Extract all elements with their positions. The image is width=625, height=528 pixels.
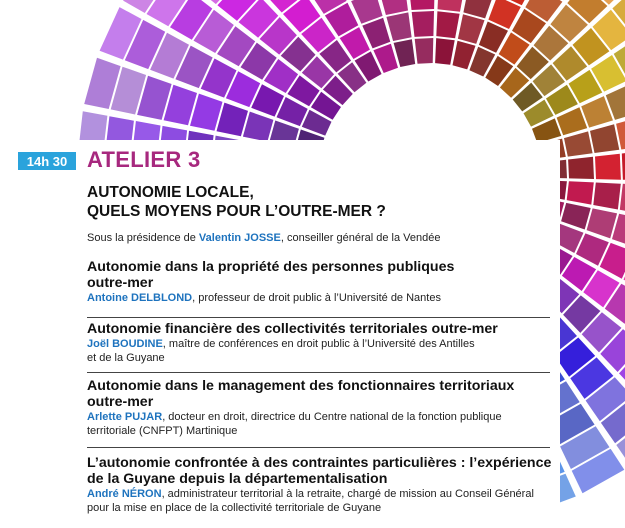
talk-speaker-line <box>87 411 557 424</box>
sunburst-tile <box>561 203 591 230</box>
sunburst-tile <box>412 11 434 37</box>
sunburst-tile <box>415 38 434 64</box>
session-title-line: QUELS MOYENS POUR L’OUTRE-MER ? <box>87 203 386 220</box>
sunburst-tile <box>564 131 593 156</box>
session-title <box>87 183 386 221</box>
talk-title <box>87 321 557 337</box>
talk-title <box>87 455 567 487</box>
sunburst-tile <box>243 112 274 142</box>
sunburst-tile <box>394 39 416 67</box>
time-badge: 14h 30 <box>18 152 76 170</box>
speaker-role: , maître de conférences en droit public à l’Université des Antilles <box>162 338 475 350</box>
sunburst-tile <box>438 0 465 12</box>
sunburst-tile <box>435 38 455 65</box>
talk-speaker-line <box>87 338 557 351</box>
talk-title-line: outre-mer <box>87 275 154 291</box>
talk-title-line: outre-mer <box>87 394 154 410</box>
sunburst-tile <box>620 184 625 215</box>
sunburst-tile <box>436 11 459 38</box>
talk-item <box>87 378 557 438</box>
sunburst-tile <box>409 0 435 10</box>
speaker-role: , professeur de droit public à l’Université de Nantes <box>192 292 441 304</box>
sunburst-tile <box>379 0 408 15</box>
session-title-line: AUTONOMIE LOCALE, <box>87 184 254 201</box>
speaker-name: Antoine DELBLOND <box>87 292 193 304</box>
speaker-name: Joël BOUDINE <box>87 338 163 350</box>
speaker-role-continued: territoriale (CNFPT) Martinique <box>87 425 238 437</box>
sunburst-tile <box>595 154 621 180</box>
speaker-name: Arlette PUJAR <box>87 411 163 423</box>
sunburst-tile <box>386 12 411 41</box>
divider <box>87 447 550 448</box>
speaker-name: André NÉRON <box>87 488 162 500</box>
sunburst-tile <box>593 183 621 210</box>
sunburst-tile <box>458 14 485 44</box>
talk-title-line: Autonomie financière des collectivités territoriales outre-mer <box>87 321 498 337</box>
speaker-role: , administrateur territorial à la retraite, chargé de mission au Conseil Général <box>161 488 534 500</box>
talk-title-line: Autonomie dans la propriété des personnes publiques <box>87 259 455 275</box>
talk-item <box>87 259 557 305</box>
sunburst-tile <box>568 157 594 179</box>
sunburst-tile <box>590 124 619 153</box>
divider <box>87 317 550 318</box>
sunburst-tile <box>587 208 618 238</box>
sunburst-tile <box>217 103 249 137</box>
sunburst-tile <box>567 181 594 204</box>
divider <box>87 372 550 373</box>
talk-speaker-line <box>87 292 557 305</box>
talk-speaker-line <box>87 488 567 501</box>
atelier-title: ATELIER 3 <box>87 147 201 172</box>
talk-title-line: Autonomie dans le management des fonctionnaires territoriaux <box>87 378 515 394</box>
presidence-suffix: , conseiller général de la Vendée <box>280 232 441 244</box>
presidence-line <box>87 232 440 244</box>
talk-item <box>87 321 557 365</box>
talk-title-line: de la Guyane depuis la départementalisation <box>87 471 388 487</box>
presidence-prefix: Sous la présidence de <box>87 232 199 244</box>
president-name: Valentin JOSSE <box>198 232 281 244</box>
talk-title-line: L’autonomie confrontée à des contraintes particulières : l’expérience <box>87 455 552 471</box>
speaker-role-continued: et de la Guyane <box>87 352 165 364</box>
speaker-role-continued: pour la mise en place de la collectivité territoriale de Guyane <box>87 502 382 514</box>
talk-title <box>87 378 557 410</box>
speaker-role: , docteur en droit, directrice du Centre national de la fonction publique <box>162 411 502 423</box>
talk-title <box>87 259 557 291</box>
talk-item <box>87 455 567 515</box>
sunburst-tile <box>463 0 493 18</box>
